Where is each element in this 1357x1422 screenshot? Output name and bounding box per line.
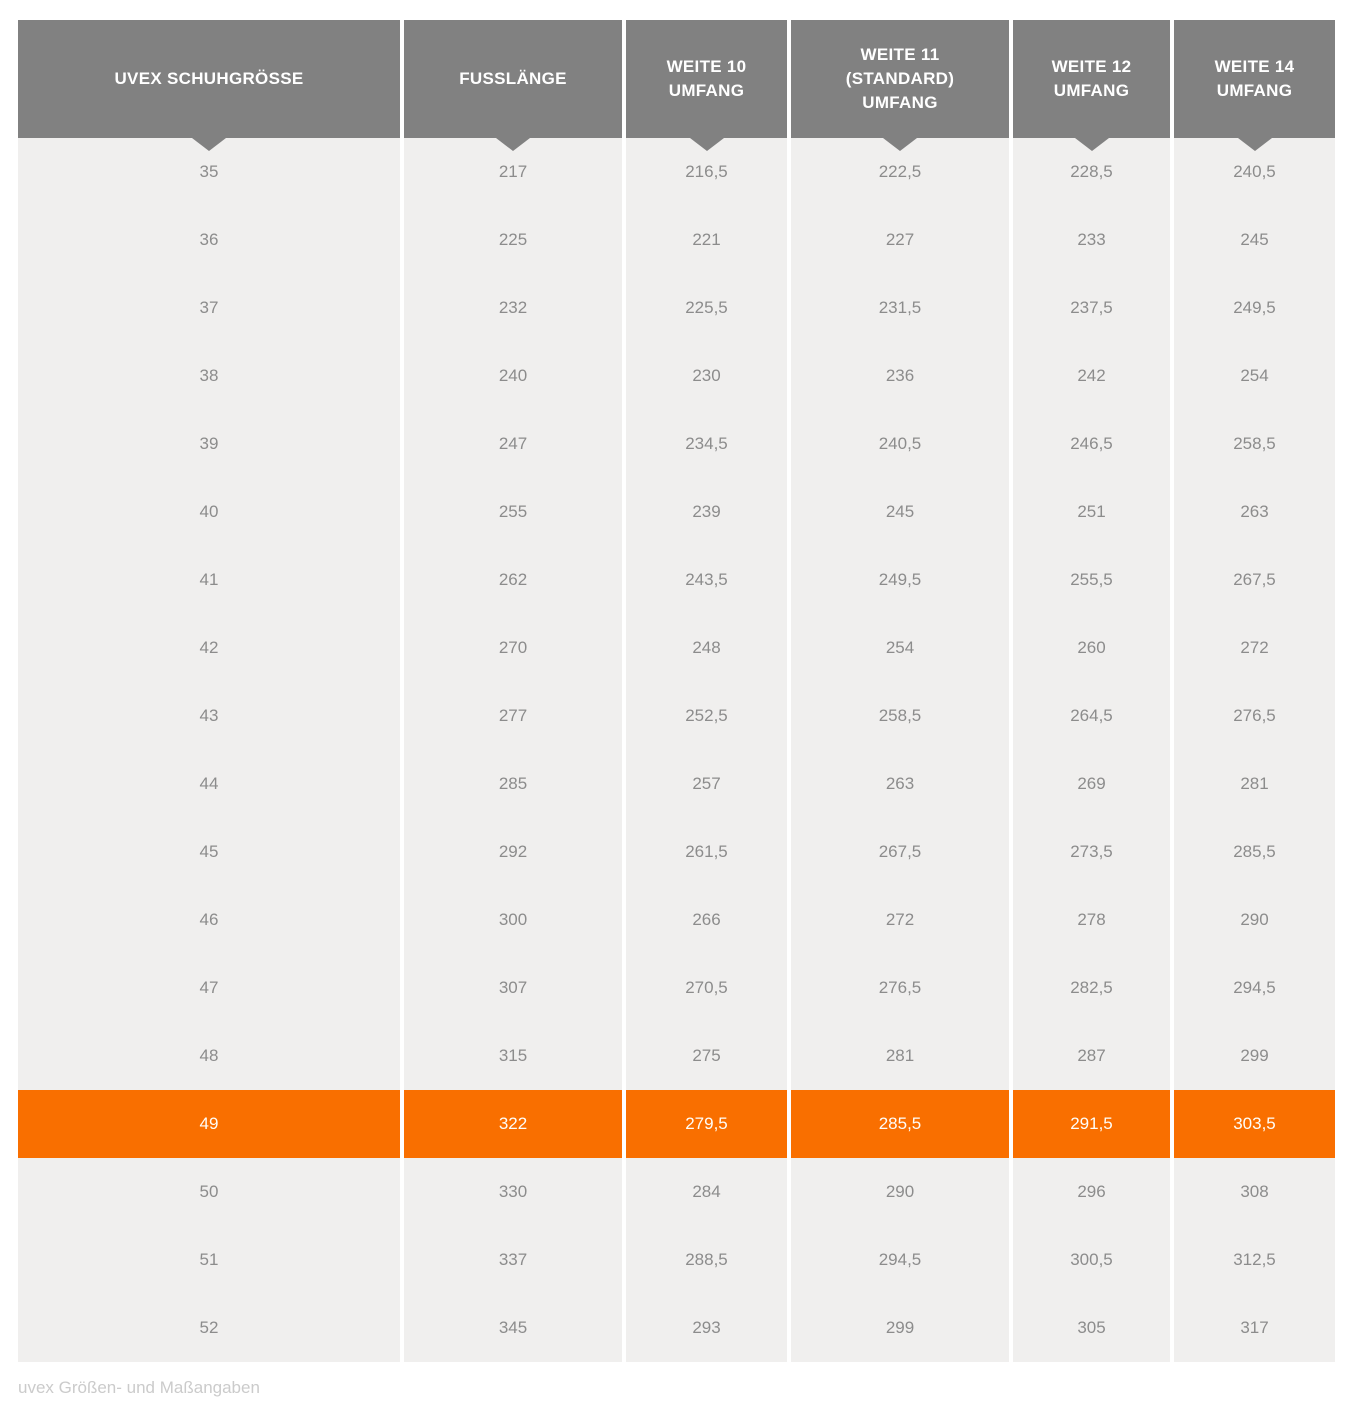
column-header-fusslaenge — [404, 20, 622, 138]
column-header-schuhgroesse — [18, 20, 400, 138]
table-cell: 240 — [404, 342, 622, 410]
table-cell: 216,5 — [626, 138, 787, 206]
table-cell: 36 — [18, 206, 400, 274]
table-cell: 308 — [1174, 1158, 1335, 1226]
table-cell: 231,5 — [791, 274, 1009, 342]
table-cell: 252,5 — [626, 682, 787, 750]
column-header-weite-14 — [1174, 20, 1335, 138]
table-cell: 294,5 — [791, 1226, 1009, 1294]
column-header-weite-11-standard — [791, 20, 1009, 138]
table-cell: 227 — [791, 206, 1009, 274]
table-cell: 248 — [626, 614, 787, 682]
table-cell: 317 — [1174, 1294, 1335, 1362]
table-cell: 312,5 — [1174, 1226, 1335, 1294]
table-cell: 276,5 — [1174, 682, 1335, 750]
table-cell: 45 — [18, 818, 400, 886]
column-header-line: (STANDARD) — [845, 69, 955, 88]
table-cell: 233 — [1013, 206, 1170, 274]
table-cell: 243,5 — [626, 546, 787, 614]
column-header-line: WEITE 12 — [1051, 57, 1132, 76]
table-cell: 258,5 — [1174, 410, 1335, 478]
column-header-weite-10 — [626, 20, 787, 138]
table-cell: 37 — [18, 274, 400, 342]
table-cell: 260 — [1013, 614, 1170, 682]
table-cell: 287 — [1013, 1022, 1170, 1090]
table-cell: 267,5 — [791, 818, 1009, 886]
column-header-line: UMFANG — [862, 93, 938, 112]
table-cell: 240,5 — [1174, 138, 1335, 206]
table-cell: 221 — [626, 206, 787, 274]
table-cell: 281 — [791, 1022, 1009, 1090]
table-cell: 230 — [626, 342, 787, 410]
table-cell: 261,5 — [626, 818, 787, 886]
table-cell: 228,5 — [1013, 138, 1170, 206]
table-cell: 269 — [1013, 750, 1170, 818]
table-cell: 296 — [1013, 1158, 1170, 1226]
table-cell: 282,5 — [1013, 954, 1170, 1022]
highlighted-row-cell: 291,5 — [1013, 1090, 1170, 1158]
table-cell: 330 — [404, 1158, 622, 1226]
table-cell: 255,5 — [1013, 546, 1170, 614]
table-caption: uvex Größen- und Maßangaben — [18, 1378, 260, 1397]
table-cell: 305 — [1013, 1294, 1170, 1362]
table-cell: 300,5 — [1013, 1226, 1170, 1294]
table-cell: 272 — [791, 886, 1009, 954]
table-cell: 258,5 — [791, 682, 1009, 750]
table-cell: 275 — [626, 1022, 787, 1090]
table-cell: 44 — [18, 750, 400, 818]
table-cell: 293 — [626, 1294, 787, 1362]
table-cell: 255 — [404, 478, 622, 546]
table-cell: 263 — [1174, 478, 1335, 546]
table-cell: 43 — [18, 682, 400, 750]
table-cell: 237,5 — [1013, 274, 1170, 342]
table-cell: 257 — [626, 750, 787, 818]
table-cell: 236 — [791, 342, 1009, 410]
table-cell: 273,5 — [1013, 818, 1170, 886]
table-cell: 290 — [1174, 886, 1335, 954]
table-cell: 254 — [1174, 342, 1335, 410]
table-cell: 242 — [1013, 342, 1170, 410]
table-cell: 299 — [1174, 1022, 1335, 1090]
table-cell: 225,5 — [626, 274, 787, 342]
table-cell: 294,5 — [1174, 954, 1335, 1022]
table-cell: 40 — [18, 478, 400, 546]
column-header-line: WEITE 10 — [666, 57, 747, 76]
table-cell: 46 — [18, 886, 400, 954]
table-cell: 290 — [791, 1158, 1009, 1226]
table-cell: 42 — [18, 614, 400, 682]
column-header-line: WEITE 14 — [1214, 57, 1295, 76]
table-cell: 239 — [626, 478, 787, 546]
highlighted-row-cell: 322 — [404, 1090, 622, 1158]
table-cell: 48 — [18, 1022, 400, 1090]
table-cell: 307 — [404, 954, 622, 1022]
table-cell: 315 — [404, 1022, 622, 1090]
table-cell: 247 — [404, 410, 622, 478]
table-cell: 300 — [404, 886, 622, 954]
table-cell: 35 — [18, 138, 400, 206]
highlighted-row-cell: 279,5 — [626, 1090, 787, 1158]
table-cell: 263 — [791, 750, 1009, 818]
table-cell: 254 — [791, 614, 1009, 682]
table-cell: 41 — [18, 546, 400, 614]
column-header-line: UMFANG — [1216, 81, 1293, 100]
table-cell: 285 — [404, 750, 622, 818]
table-cell: 276,5 — [791, 954, 1009, 1022]
table-cell: 277 — [404, 682, 622, 750]
table-cell: 262 — [404, 546, 622, 614]
table-cell: 240,5 — [791, 410, 1009, 478]
table-cell: 270 — [404, 614, 622, 682]
column-header-line: WEITE 11 — [860, 45, 940, 64]
table-cell: 251 — [1013, 478, 1170, 546]
table-cell: 337 — [404, 1226, 622, 1294]
table-cell: 51 — [18, 1226, 400, 1294]
highlighted-row-cell: 285,5 — [791, 1090, 1009, 1158]
table-cell: 281 — [1174, 750, 1335, 818]
table-cell: 345 — [404, 1294, 622, 1362]
column-header-line: UMFANG — [1053, 81, 1130, 100]
size-table — [18, 20, 1335, 1362]
table-cell: 299 — [791, 1294, 1009, 1362]
table-cell: 225 — [404, 206, 622, 274]
table-cell: 292 — [404, 818, 622, 886]
table-cell: 246,5 — [1013, 410, 1170, 478]
table-cell: 232 — [404, 274, 622, 342]
table-cell: 222,5 — [791, 138, 1009, 206]
table-cell: 285,5 — [1174, 818, 1335, 886]
table-cell: 249,5 — [1174, 274, 1335, 342]
table-cell: 52 — [18, 1294, 400, 1362]
table-cell: 245 — [791, 478, 1009, 546]
column-header-line: UMFANG — [668, 81, 745, 100]
table-cell: 47 — [18, 954, 400, 1022]
table-cell: 278 — [1013, 886, 1170, 954]
table-cell: 245 — [1174, 206, 1335, 274]
table-cell: 50 — [18, 1158, 400, 1226]
table-cell: 272 — [1174, 614, 1335, 682]
highlighted-row-cell: 303,5 — [1174, 1090, 1335, 1158]
table-cell: 39 — [18, 410, 400, 478]
column-header-line: FUSSLÄNGE — [459, 69, 567, 88]
table-cell: 284 — [626, 1158, 787, 1226]
table-cell: 38 — [18, 342, 400, 410]
table-cell: 249,5 — [791, 546, 1009, 614]
column-header-weite-12 — [1013, 20, 1170, 138]
table-cell: 217 — [404, 138, 622, 206]
table-cell: 270,5 — [626, 954, 787, 1022]
highlighted-row-cell: 49 — [18, 1090, 400, 1158]
table-cell: 267,5 — [1174, 546, 1335, 614]
table-cell: 288,5 — [626, 1226, 787, 1294]
table-cell: 234,5 — [626, 410, 787, 478]
table-cell: 264,5 — [1013, 682, 1170, 750]
column-header-line: UVEX SCHUHGRÖSSE — [114, 69, 304, 88]
table-cell: 266 — [626, 886, 787, 954]
